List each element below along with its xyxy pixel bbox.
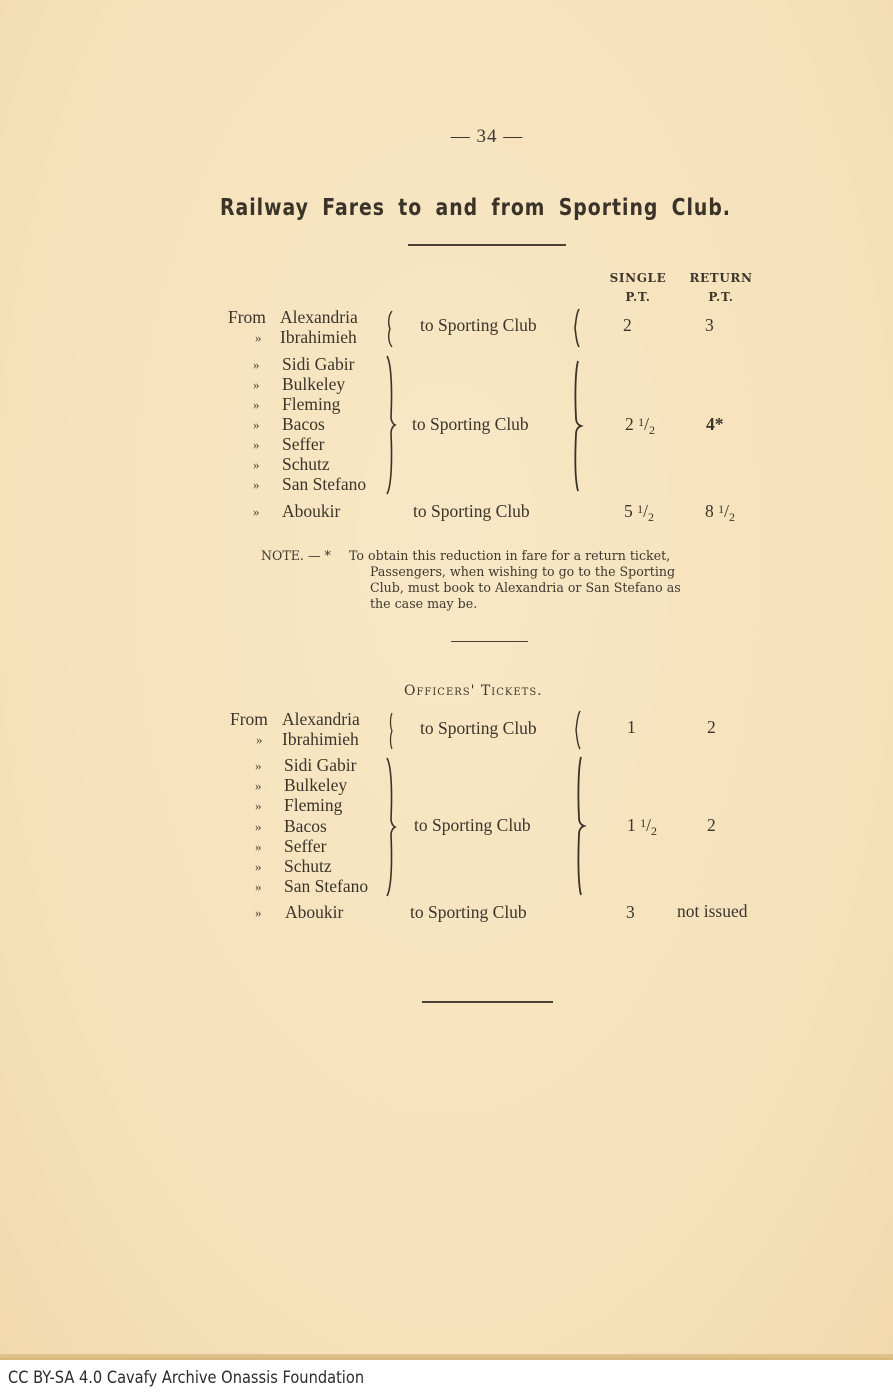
destination: to Sporting Club — [413, 501, 530, 521]
ditto-mark: » — [256, 732, 263, 747]
station-name: San Stefano — [282, 474, 367, 494]
left-brace — [384, 310, 396, 348]
destination: to Sporting Club — [420, 718, 537, 738]
fare-return — [707, 717, 716, 738]
station-prefix: From — [228, 307, 266, 327]
page-edge — [0, 1354, 893, 1360]
column-header-single: SINGLE — [609, 271, 667, 285]
ditto-mark: » — [253, 457, 260, 472]
station-name: Alexandria — [282, 709, 360, 729]
note-line: the case may be. — [370, 596, 478, 611]
right-brace — [573, 308, 585, 348]
fare-numerator: 1 — [718, 502, 725, 516]
title-rule — [408, 244, 566, 246]
destination: to Sporting Club — [412, 414, 529, 434]
fare-whole: not issued — [677, 901, 748, 921]
fare-single: 5 $^1/_2$ — [624, 501, 654, 524]
station-name: Alexandria — [280, 307, 358, 327]
station-name: Seffer — [284, 835, 327, 856]
ditto-mark: » — [255, 330, 262, 345]
fare-whole: 4* — [706, 414, 724, 434]
ditto-mark: » — [255, 818, 262, 834]
right-brace — [571, 360, 585, 492]
fare-return: 8 $^1/_2$ — [705, 501, 735, 524]
ditto-mark: » — [253, 377, 260, 392]
fare-whole: 2 — [707, 717, 716, 737]
fare-whole: 5 — [624, 501, 633, 521]
fare-denominator: 2 — [651, 824, 657, 838]
station-name: Bacos — [284, 815, 327, 836]
fare-single — [627, 717, 636, 738]
fare-whole: 3 — [705, 315, 714, 335]
column-unit-single: P.T. — [625, 290, 651, 304]
fare-numerator: 1 — [640, 816, 647, 830]
station-name: Bacos — [282, 414, 325, 434]
ditto-mark: » — [255, 879, 262, 895]
license-caption: CC BY-SA 4.0 Cavafy Archive Onassis Foundation — [8, 1368, 365, 1388]
destination: to Sporting Club — [420, 315, 537, 335]
left-brace — [385, 712, 397, 750]
ditto-mark: » — [255, 838, 262, 854]
fare-whole: 2 — [625, 414, 634, 434]
left-brace — [384, 355, 398, 495]
right-brace — [574, 710, 586, 750]
fare-denominator: 2 — [649, 423, 655, 437]
ditto-mark: » — [253, 397, 260, 412]
fare-single — [623, 315, 632, 336]
note-line: To obtain this reduction in fare for a return ticket, — [349, 548, 671, 563]
section-divider — [451, 641, 528, 642]
station-name: Aboukir — [285, 902, 344, 922]
column-header-return: RETURN — [689, 271, 753, 285]
ditto-mark: » — [255, 905, 262, 920]
station-name: Sidi Gabir — [282, 354, 355, 374]
left-brace — [384, 757, 398, 897]
station-prefix: From — [230, 709, 268, 729]
fare-return — [707, 815, 716, 836]
station-name: Bulkeley — [284, 775, 348, 796]
right-brace — [574, 756, 588, 896]
destination: to Sporting Club — [410, 902, 527, 922]
fare-whole: 1 — [627, 815, 636, 835]
fare-return — [706, 414, 724, 435]
ditto-mark: » — [255, 758, 262, 773]
fare-single — [626, 902, 635, 923]
fare-numerator: 1 — [637, 502, 644, 516]
station-name: Aboukir — [282, 501, 341, 521]
station-name: Schutz — [282, 454, 330, 474]
page-number: — 34 — — [450, 126, 524, 147]
note-line: Club, must book to Alexandria or San Stefano as — [370, 580, 681, 595]
station-name: San Stefano — [284, 876, 369, 897]
station-name: Sidi Gabir — [284, 755, 357, 775]
column-unit-return: P.T. — [708, 290, 734, 304]
fare-whole: 8 — [705, 501, 714, 521]
ditto-mark: » — [255, 859, 262, 874]
ditto-mark: » — [253, 477, 260, 492]
ditto-mark: » — [253, 437, 260, 452]
ditto-mark: » — [253, 504, 260, 519]
station-name: Fleming — [284, 795, 343, 816]
ditto-mark: » — [253, 357, 260, 372]
station-name: Fleming — [282, 394, 341, 414]
fare-denominator: 2 — [648, 510, 654, 524]
station-name: Bulkeley — [282, 374, 346, 394]
note-line: Passengers, when wishing to go to the Sporting — [370, 564, 676, 579]
destination: to Sporting Club — [414, 815, 531, 835]
fare-whole: 3 — [626, 902, 635, 922]
station-name: Seffer — [282, 434, 325, 454]
fare-single: 1 $^1/_2$ — [627, 815, 657, 838]
fare-return — [705, 315, 714, 336]
closing-rule — [422, 1001, 553, 1003]
fare-whole: 1 — [627, 717, 636, 737]
page-title: Railway Fares to and from Sporting Club. — [220, 195, 731, 221]
station-name: Ibrahimieh — [280, 327, 357, 347]
fare-numerator: 1 — [638, 415, 645, 429]
fare-return — [677, 901, 748, 922]
fare-whole: 2 — [623, 315, 632, 335]
ditto-mark: » — [255, 798, 262, 814]
station-name: Schutz — [284, 856, 332, 876]
officers-heading: Officers' Tickets. — [404, 683, 543, 699]
fare-denominator: 2 — [729, 510, 735, 524]
note-label: NOTE. — * — [261, 548, 331, 563]
fare-whole: 2 — [707, 815, 716, 835]
station-name: Ibrahimieh — [282, 729, 359, 749]
ditto-mark: » — [255, 778, 262, 794]
ditto-mark: » — [253, 417, 260, 432]
fare-single: 2 $^1/_2$ — [625, 414, 655, 437]
